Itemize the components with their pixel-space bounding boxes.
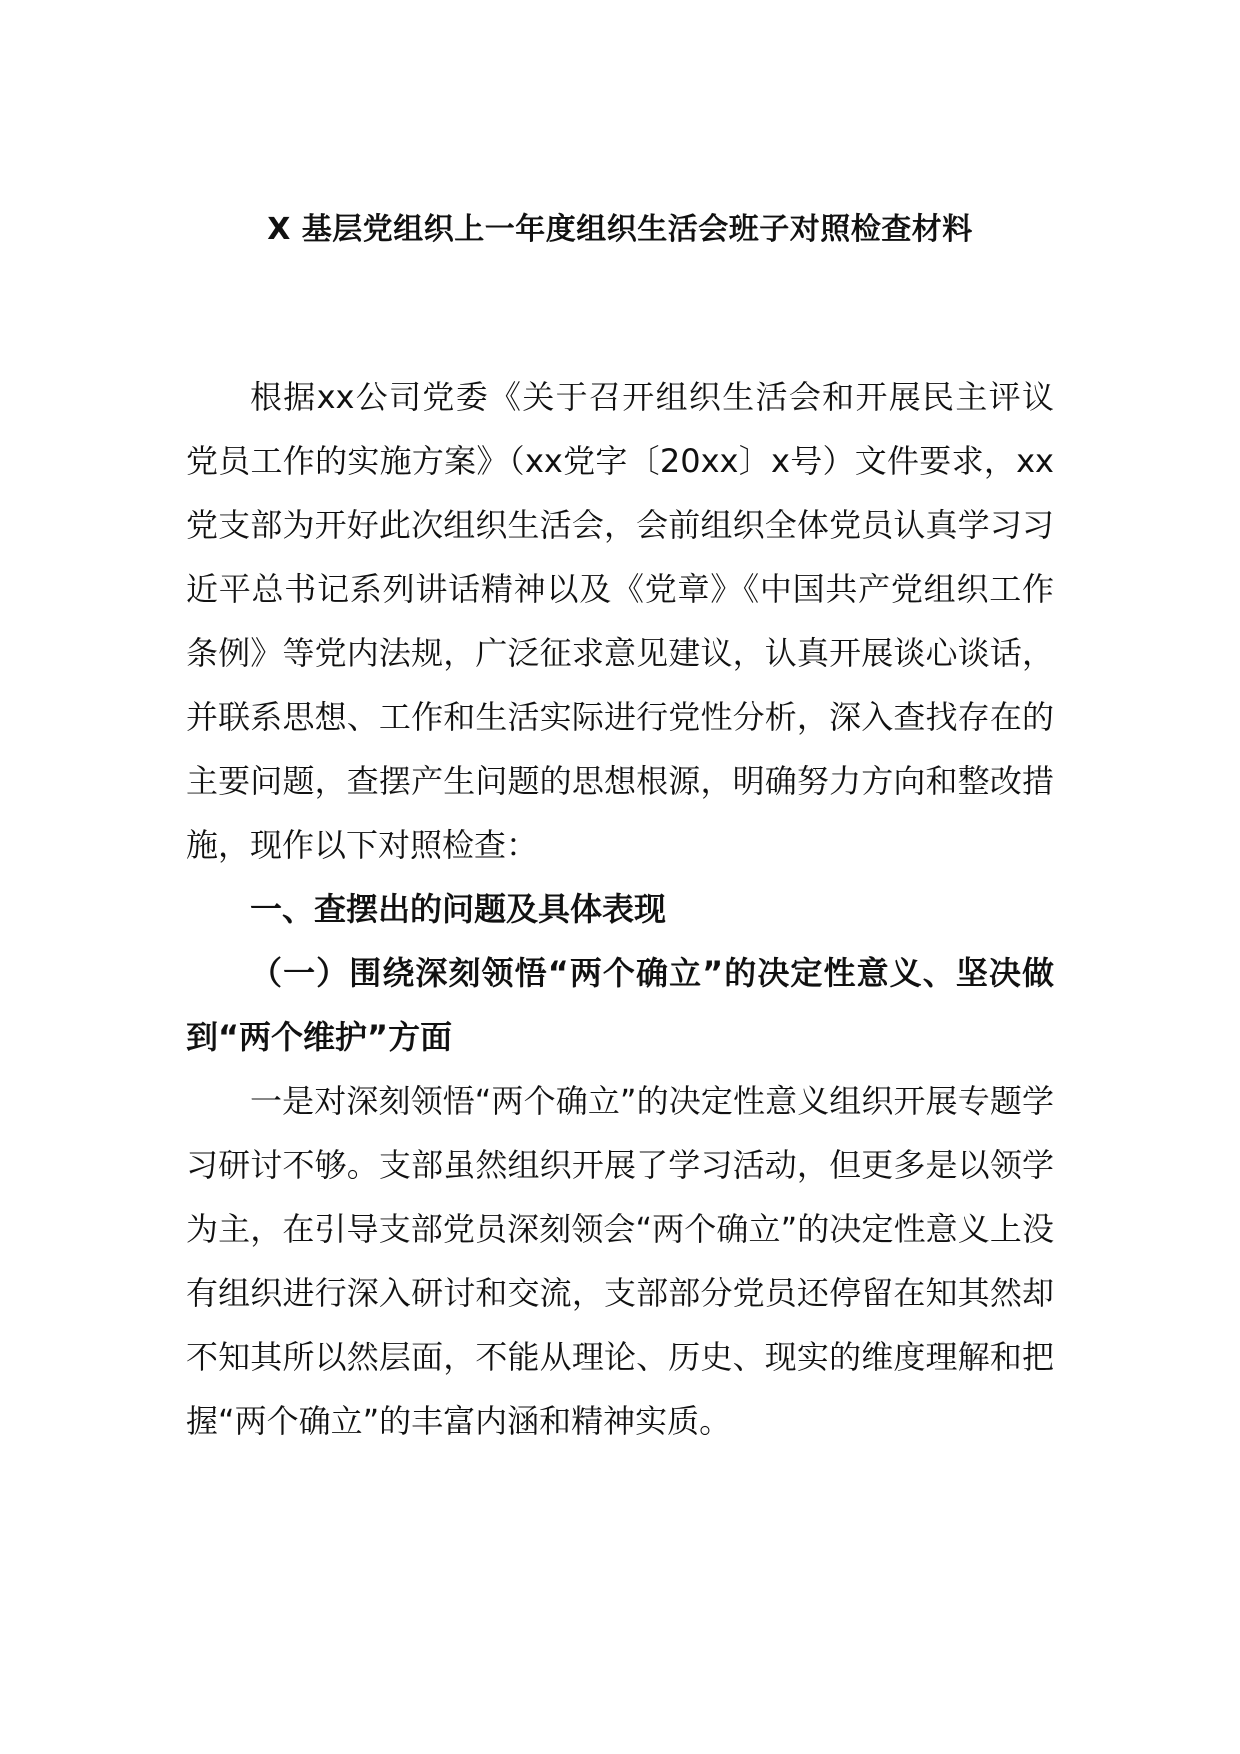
problem-paragraph: 一是对深刻领悟“两个确立”的决定性意义组织开展专题学习研讨不够。支部虽然组织开展了学习活动，但更多是以领学为主，在引导支部党员深刻领会“两个确立”的决定性意义上没有组织进行深入研讨和交流，支部部分党员还停留在知其然却不知其所以然层面，不能从理论、历史、现实的维度理解和把握“两个确立”的丰富内涵和精神实质。	[186, 1082, 1054, 1440]
document-title: X 基层党组织上一年度组织生活会班子对照检查材料	[267, 212, 973, 247]
intro-paragraph: 根据xx公司党委《关于召开组织生活会和开展民主评议党员工作的实施方案》（xx党字〔20xx〕x号）文件要求，xx党支部为开好此次组织生活会，会前组织全体党员认真学习习近平总书记系列讲话精神以及《党章》《中国共产党组织工作条例》等党内法规，广泛征求意见建议，认真开展谈心谈话，并联系思想、工作和生活实际进行党性分析，深入查找存在的主要问题，查摆产生问题的思想根源，明确努力方向和整改措施，现作以下对照检查：	[186, 378, 1054, 864]
document-body	[186, 365, 1054, 1453]
subsection-heading: （一）围绕深刻领悟“两个确立”的决定性意义、坚决做到“两个维护”方面	[186, 954, 1054, 1056]
section-heading: 一、查摆出的问题及具体表现	[250, 890, 667, 928]
